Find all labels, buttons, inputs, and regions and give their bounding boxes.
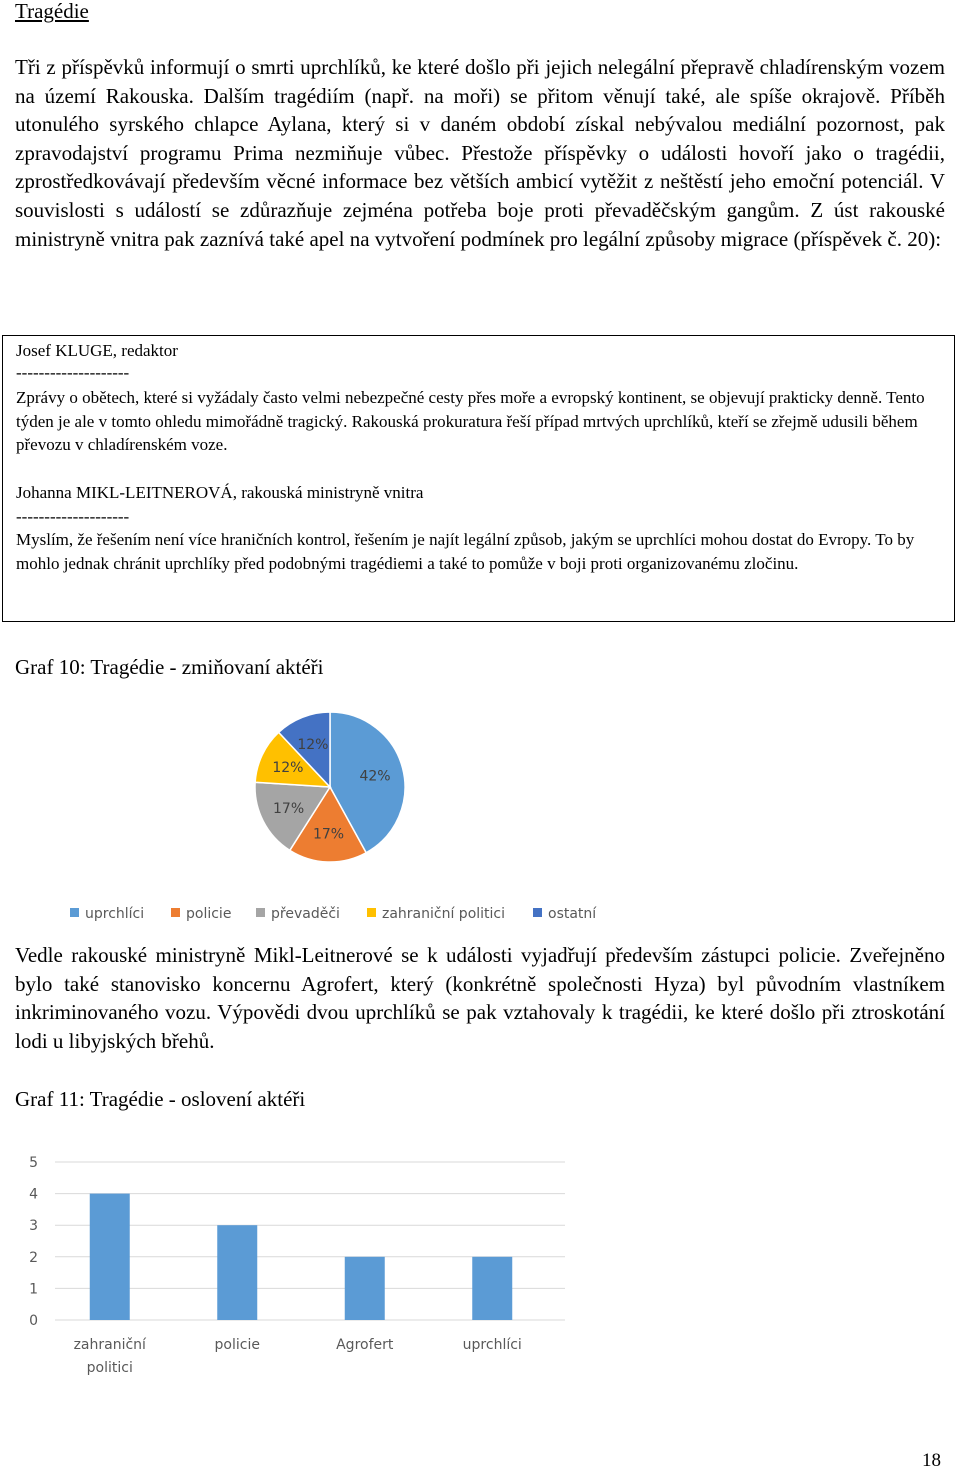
- legend-label: převaděči: [271, 906, 340, 922]
- y-tick-label: 2: [29, 1249, 38, 1266]
- bar-4: [472, 1257, 512, 1320]
- x-tick-label: politici: [86, 1360, 133, 1376]
- legend-swatch: [70, 908, 79, 917]
- legend-label: uprchlíci: [85, 906, 145, 922]
- page-number: 18: [922, 1450, 941, 1471]
- legend-label: zahraniční politici: [382, 906, 506, 922]
- bar-2: [217, 1225, 257, 1320]
- bar-1: [90, 1194, 130, 1320]
- y-tick-label: 1: [29, 1281, 38, 1298]
- section-heading: Tragédie: [15, 0, 89, 23]
- bar-3: [345, 1257, 385, 1320]
- chart-caption-2: Graf 11: Tragédie - oslovení aktéři: [15, 1087, 306, 1111]
- y-tick-label: 4: [29, 1186, 38, 1203]
- intro-paragraph: Tři z příspěvků informují o smrti uprchlíků, ke které došlo při jejich nelegální přepravě chladírenským vozem na území Rakouska. Dalším tragédiím (např. na moři) se přitom věnují také, ale spíše okrajově. Příběh utonulého syrského chlapce Aylana, který si v daném období získal nebývalou mediální pozornost, pak zpravodajství programu Prima nezmiňuje vůbec. Přestože příspěvky o události hovoří jako o tragédii, zprostředkovávají především věcné informace bez větších ambicí vytěžit z neštěstí jeho emoční potenciál. V souvislosti s událostí se zdůrazňuje zejména potřeba boje proti převaděčským gangům. Z úst rakouské ministryně vnitra pak zaznívá také apel na vytvoření podmínek pro legální způsoby migrace (příspěvek č. 20):: [15, 55, 945, 251]
- y-tick-label: 0: [29, 1313, 38, 1329]
- x-tick-label: uprchlíci: [462, 1337, 522, 1353]
- y-tick-label: 3: [29, 1218, 38, 1235]
- x-tick-label: policie: [214, 1337, 260, 1353]
- speaker-2: Johanna MIKL-LEITNEROVÁ, rakouská ministryně vnitra: [16, 483, 424, 502]
- legend-swatch: [256, 908, 265, 917]
- pie-slice-label: 42%: [359, 768, 391, 785]
- legend-swatch: [171, 908, 180, 917]
- legend-swatch: [367, 908, 376, 917]
- bar-chart: [0, 1140, 960, 1390]
- legend-label: policie: [186, 906, 232, 922]
- quote-text-2: Myslím, že řešením není více hraničních kontrol, řešením je najít legální způsob, jakým se uprchlíci mohou dostat do Evropy. To by mohlo jednak chránit uprchlíky před podobnými tragédiemi a také to pomůže v boji proti organizovanému zločinu.: [16, 530, 915, 573]
- chart-caption-1: Graf 10: Tragédie - zmiňovaní aktéři: [15, 655, 324, 679]
- pie-slice-label: 12%: [272, 760, 304, 777]
- pie-slice-label: 17%: [312, 826, 345, 843]
- legend-label: ostatní: [548, 906, 597, 922]
- x-tick-label: Agrofert: [336, 1337, 394, 1353]
- x-tick-label: zahraniční: [73, 1337, 146, 1353]
- legend-swatch: [533, 908, 542, 917]
- pie-slice-label: 12%: [297, 736, 329, 753]
- quote-text-1: Zprávy o obětech, které si vyžádaly často velmi nebezpečné cesty přes moře a evropský kontinent, se objevují prakticky denně. Tento týden je ale v tomto ohledu mimořádně tragický. Rakouská prokuratura řeší případ mrtvých uprchlíků, kteří se zřejmě udusili během převozu v chladírenském voze.: [16, 388, 925, 455]
- separator-1: --------------------: [16, 363, 130, 382]
- quote-box: [2, 335, 955, 622]
- y-tick-label: 5: [29, 1155, 38, 1171]
- pie-slice-label: 17%: [273, 801, 305, 818]
- separator-2: --------------------: [16, 507, 130, 526]
- pie-chart: [0, 690, 960, 935]
- speaker-1: Josef KLUGE, redaktor: [16, 341, 178, 360]
- body-paragraph: Vedle rakouské ministryně Mikl-Leitnerové se k události vyjadřují především zástupci policie. Zveřejněno bylo také stanovisko koncernu Agrofert, který (konkrétně společnosti Hyza) byl původním vlastníkem inkriminovaného vozu. Výpovědi dvou uprchlíků se pak vztahovaly k tragédii, ke které došlo při ztroskotání lodi u libyjských břehů.: [15, 943, 945, 1053]
